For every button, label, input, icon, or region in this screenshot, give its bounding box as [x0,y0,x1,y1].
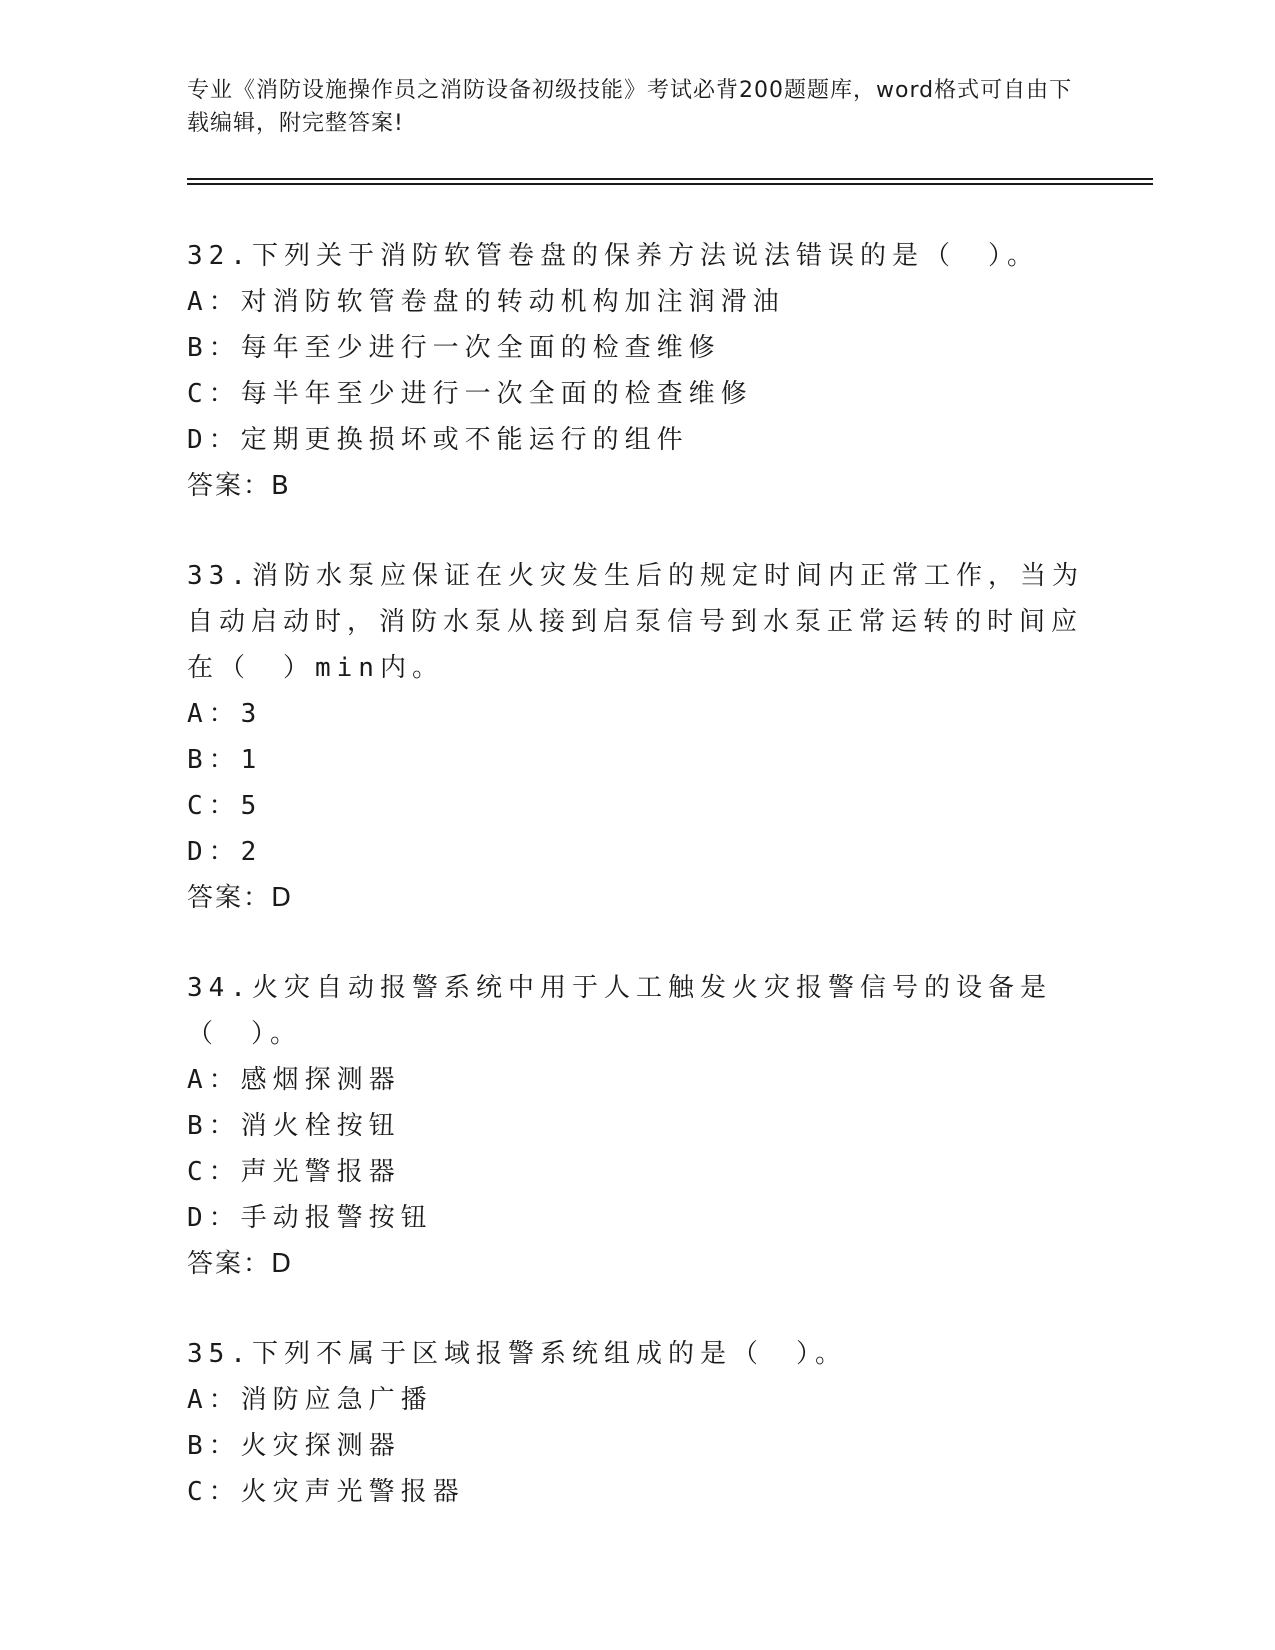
option-d: D：2 [187,837,263,867]
question-stem: 32.下列关于消防软管卷盘的保养方法说法错误的是（ ）。 [187,241,1039,271]
option-b: B：消火栓按钮 [187,1111,401,1141]
option-a: A：消防应急广播 [187,1385,433,1415]
answer-line: 答案：D [187,883,294,913]
question-33 [187,553,1087,921]
question-34 [187,965,1087,1287]
option-a: A：3 [187,699,263,729]
option-c: C：每半年至少进行一次全面的检查维修 [187,379,753,409]
header-rule-top [187,178,1153,180]
question-list [187,233,1087,1559]
option-c: C：5 [187,791,263,821]
option-c: C：声光警报器 [187,1157,401,1187]
answer-line: 答案：D [187,1249,294,1279]
option-d: D：定期更换损坏或不能运行的组件 [187,425,689,455]
question-stem: 34.火灾自动报警系统中用于人工触发火灾报警信号的设备是（ ）。 [187,973,1052,1049]
option-a: A：感烟探测器 [187,1065,401,1095]
question-35 [187,1331,1087,1515]
option-b: B：火灾探测器 [187,1431,401,1461]
answer-line: 答案：B [187,471,291,501]
option-a: A：对消防软管卷盘的转动机构加注润滑油 [187,287,785,317]
document-header: 专业《消防设施操作员之消防设备初级技能》考试必背200题题库，word格式可自由下载编辑，附完整答案! [187,78,1073,136]
question-stem: 33.消防水泵应保证在火灾发生后的规定时间内正常工作，当为自动启动时，消防水泵从接到启泵信号到水泵正常运转的时间应在（ ）min内。 [187,561,1084,683]
question-stem: 35.下列不属于区域报警系统组成的是（ ）。 [187,1339,847,1369]
option-d: D：手动报警按钮 [187,1203,433,1233]
option-c: C：火灾声光警报器 [187,1477,465,1507]
question-32 [187,233,1087,509]
header-rule-bottom [187,183,1153,185]
option-b: B：每年至少进行一次全面的检查维修 [187,333,721,363]
option-b: B：1 [187,745,263,775]
